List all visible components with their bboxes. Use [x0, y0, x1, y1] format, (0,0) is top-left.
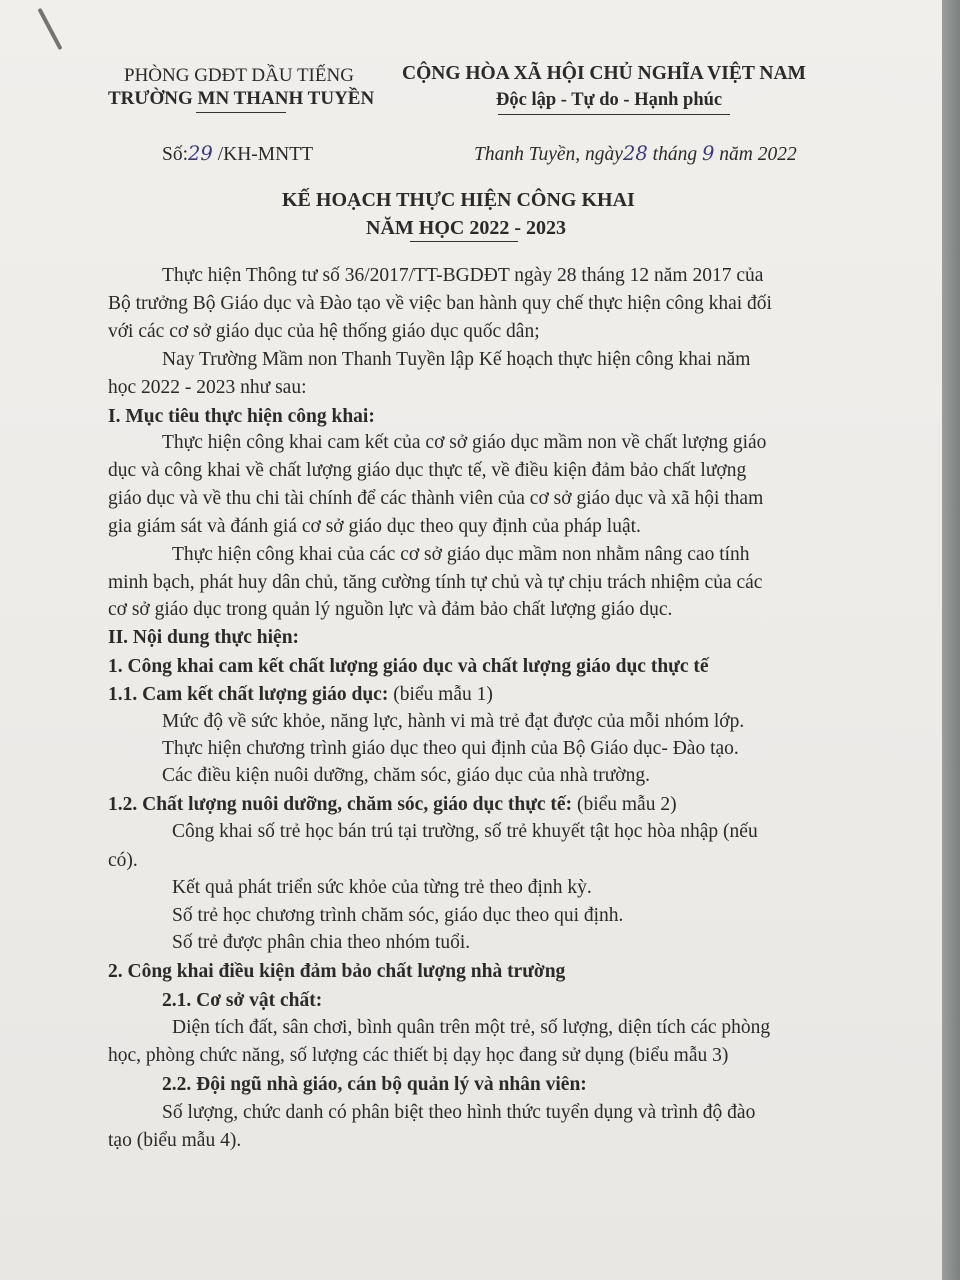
- subsection-heading: 2.1. Cơ sở vật chất:: [162, 990, 323, 1011]
- subsection-heading: 2. Công khai điều kiện đảm bảo chất lượng nhà trường: [108, 961, 566, 982]
- list-line: học, phòng chức năng, số lượng các thiết bị dạy học đang sử dụng (biểu mẫu 3): [108, 1045, 729, 1066]
- document-date: Thanh Tuyền, ngày28 tháng 9 năm 2022: [474, 142, 797, 165]
- document-number: Số:29 /KH-MNTT: [162, 142, 314, 165]
- paragraph-line: Thực hiện công khai của các cơ sở giáo dục mầm non nhằm nâng cao tính: [172, 544, 750, 565]
- list-line: Số lượng, chức danh có phân biệt theo hình thức tuyển dụng và trình độ đào: [162, 1102, 756, 1123]
- document-title: KẾ HOẠCH THỰC HIỆN CÔNG KHAI: [282, 189, 635, 211]
- motto-underline: [498, 114, 730, 115]
- list-line: tạo (biểu mẫu 4).: [108, 1130, 242, 1151]
- subsection-heading: 1.1. Cam kết chất lượng giáo dục: (biểu mẫu 1): [108, 684, 493, 705]
- paragraph-line: học 2022 - 2023 như sau:: [108, 377, 307, 398]
- motto: Độc lập - Tự do - Hạnh phúc: [496, 90, 723, 110]
- country-name: CỘNG HÒA XÃ HỘI CHỦ NGHĨA VIỆT NAM: [402, 63, 806, 84]
- section-heading: II. Nội dung thực hiện:: [108, 627, 300, 648]
- list-line: Mức độ về sức khỏe, năng lực, hành vi mà trẻ đạt được của mỗi nhóm lớp.: [162, 711, 745, 732]
- pen-mark: [37, 8, 62, 50]
- paragraph-line: cơ sở giáo dục trong quản lý nguồn lực và đảm bảo chất lượng giáo dục.: [108, 599, 673, 620]
- list-line: Diện tích đất, sân chơi, bình quân trên một trẻ, số lượng, diện tích các phòng: [172, 1017, 771, 1038]
- paragraph-line: Thực hiện công khai cam kết của cơ sở giáo dục mầm non về chất lượng giáo: [162, 432, 767, 453]
- list-line: Các điều kiện nuôi dưỡng, chăm sóc, giáo dục của nhà trường.: [162, 765, 650, 786]
- subsection-heading: 1. Công khai cam kết chất lượng giáo dục và chất lượng giáo dục thực tế: [108, 656, 709, 677]
- subsection-heading: 2.2. Đội ngũ nhà giáo, cán bộ quản lý và nhân viên:: [162, 1074, 587, 1095]
- school-underline: [196, 112, 286, 113]
- list-line: Số trẻ được phân chia theo nhóm tuổi.: [172, 932, 471, 953]
- paragraph-line: minh bạch, phát huy dân chủ, tăng cường tính tự chủ và tự chịu trách nhiệm của các: [108, 572, 763, 593]
- paragraph-line: Nay Trường Mầm non Thanh Tuyền lập Kế hoạch thực hiện công khai năm: [162, 349, 751, 370]
- list-line: Công khai số trẻ học bán trú tại trường, số trẻ khuyết tật học hòa nhập (nếu: [172, 821, 758, 842]
- school-name: TRƯỜNG MN THANH TUYỀN: [108, 88, 375, 109]
- list-line: Kết quả phát triển sức khỏe của từng trẻ theo định kỳ.: [172, 877, 592, 898]
- document-subtitle: NĂM HỌC 2022 - 2023: [366, 217, 566, 239]
- section-heading: I. Mục tiêu thực hiện công khai:: [108, 406, 375, 427]
- list-line: có).: [108, 850, 138, 871]
- background-surface: [942, 0, 960, 1280]
- paragraph-line: giáo dục và về thu chi tài chính để các thành viên của cơ sở giáo dục và xã hội tham: [108, 488, 764, 509]
- paragraph-line: Bộ trưởng Bộ Giáo dục và Đào tạo về việc ban hành quy chế thực hiện công khai đối: [108, 293, 772, 314]
- paragraph-line: với các cơ sở giáo dục của hệ thống giáo dục quốc dân;: [108, 321, 540, 342]
- paragraph-line: Thực hiện Thông tư số 36/2017/TT-BGDĐT ngày 28 tháng 12 năm 2017 của: [162, 265, 764, 286]
- list-line: Số trẻ học chương trình chăm sóc, giáo dục theo qui định.: [172, 905, 624, 926]
- title-underline: [410, 241, 518, 242]
- paragraph-line: dục và công khai về chất lượng giáo dục thực tế, về điều kiện đảm bảo chất lượng: [108, 460, 747, 481]
- subsection-heading: 1.2. Chất lượng nuôi dưỡng, chăm sóc, giáo dục thực tế: (biểu mẫu 2): [108, 794, 677, 815]
- department-name: PHÒNG GDĐT DẦU TIẾNG: [124, 65, 354, 86]
- paragraph-line: gia giám sát và đánh giá cơ sở giáo dục theo quy định của pháp luật.: [108, 516, 641, 537]
- list-line: Thực hiện chương trình giáo dục theo qui định của Bộ Giáo dục- Đào tạo.: [162, 738, 739, 759]
